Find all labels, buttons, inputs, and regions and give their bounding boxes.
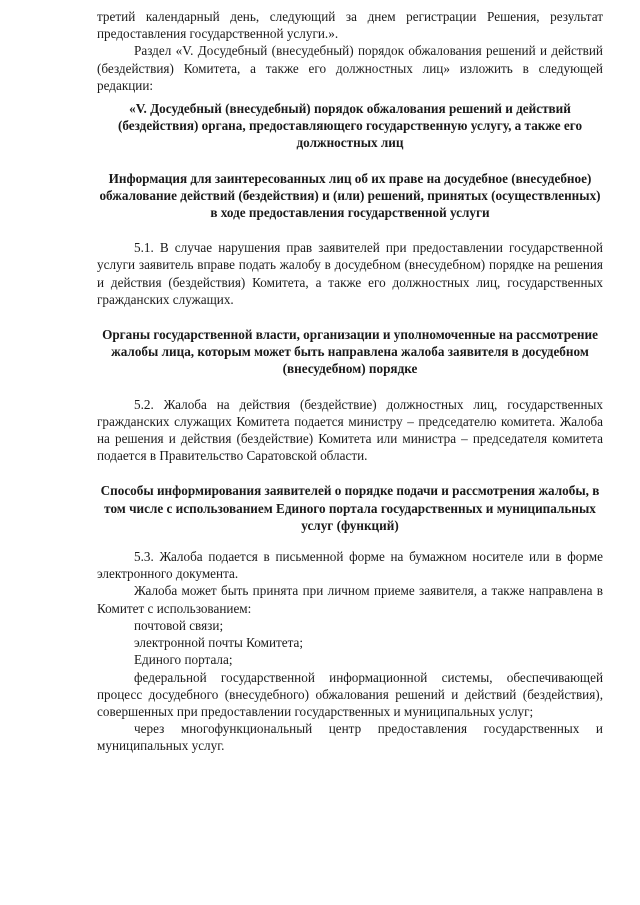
list-item-mfc: через многофункциональный центр предоставления государственных и муниципальных услуг. <box>97 721 603 754</box>
paragraph-intro-tail: третий календарный день, следующий за днем регистрации Решения, результат предоставления государственной услуги.». <box>97 9 603 42</box>
paragraph-5-1: 5.1. В случае нарушения прав заявителей при предоставлении государственной услуги заявитель вправе подать жалобу в досудебном (внесудебном) порядке на решения и действия (бездействия) Комитета, а также его должностных лиц, государственных гражданских служащих. <box>97 240 603 307</box>
heading-methods: Способы информирования заявителей о порядке подачи и рассмотрения жалобы, в том числе с использованием Единого портала государственных и муниципальных услуг (функций) <box>100 483 600 533</box>
list-item-mail: почтовой связи; <box>134 617 224 633</box>
document-page <box>97 8 603 755</box>
paragraph-5-2: 5.2. Жалоба на действия (бездействие) должностных лиц, государственных гражданских служащих Комитета подается министру – председателю комитета. Жалоба на решения и действия (бездействие) Комитета или министра – председателя комитета подается в Правительство Саратовской области. <box>97 396 603 464</box>
paragraph-section-change: Раздел «V. Досудебный (внесудебный) порядок обжалования решений и действий (бездействия) Комитета, а также его должностных лиц» изложить в следующей редакции: <box>97 43 603 93</box>
list-item-federal-system: федеральной государственной информационной системы, обеспечивающей процесс досудебного (внесудебного) обжалования решений и действий (бездействия), совершенных при предоставлении государственных и муниципальных услуг; <box>97 669 603 719</box>
heading-organs: Органы государственной власти, организации и уполномоченные на рассмотрение жалобы лица, которым может быть направлена жалоба заявителя в досудебном (внесудебном) порядке <box>102 327 598 377</box>
paragraph-5-3: 5.3. Жалоба подается в письменной форме на бумажном носителе или в форме электронного документа. <box>97 549 603 582</box>
list-item-email: электронной почты Комитета; <box>134 635 304 651</box>
heading-section-v: «V. Досудебный (внесудебный) порядок обжалования решений и действий (бездействия) органа, предоставляющего государственную услугу, а также его должностных лиц <box>117 101 583 151</box>
paragraph-accept: Жалоба может быть принята при личном приеме заявителя, а также направлена в Комитет с использованием: <box>97 583 603 616</box>
heading-info: Информация для заинтересованных лиц об их праве на досудебное (внесудебное) обжалование действий (бездействия) и (или) решений, принятых (осуществленных) в ходе предоставления государственной услуги <box>99 170 601 221</box>
list-item-portal: Единого портала; <box>134 652 233 668</box>
